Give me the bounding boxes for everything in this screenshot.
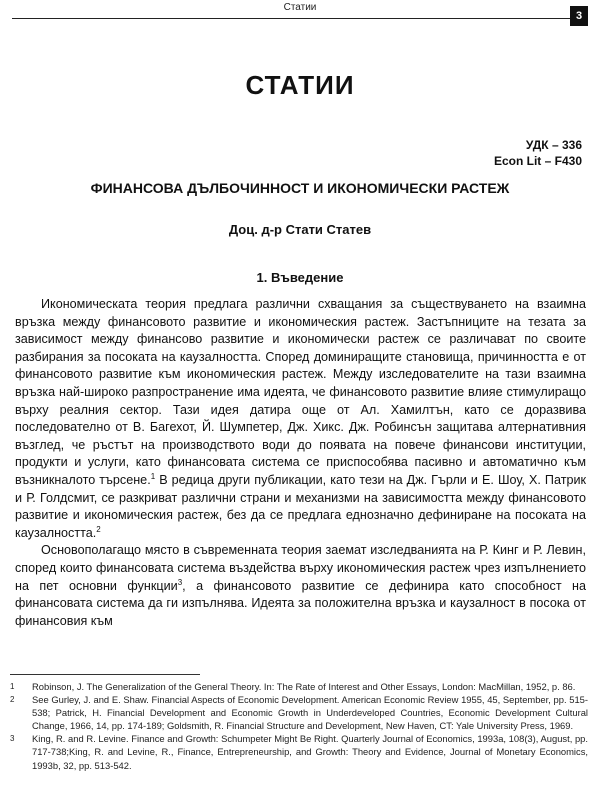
paragraph-text: Икономическата теория предлага различни схващания за съществуването на взаимна връзка между финансовото развитие и икономическия растеж. Застъпниците на тезата за зависимост между финансово развитие и икономически растеж се различават по своите разбирания за посоката на каузалността. Според доминиращите становища, причинността е от финансовото развитие към икономическия растеж. Между изследователите на тази взаимна връзка най-широко разпространение има идеята, че финансовото развитие влияе стимулиращо върху реалния сектор. Тази идея датира още от Ал. Хамилтън, като се доразвива последователно от В. Багехот, Й. Шумпетер, Дж. Хикс. Дж. Робинсън защитава алтернативния възглед, че ръстът на производството води до появата на повече финансови институции, продукти и услуги, като финансовата система се приспособява пасивно и автоматично към възникналото търсене.: [15, 297, 586, 487]
article-body: [15, 296, 586, 630]
footnotes: [10, 680, 588, 772]
page-number-badge: 3: [570, 6, 588, 26]
footnote-mark: 3: [10, 734, 15, 744]
footnote-ref[interactable]: 3: [177, 577, 183, 587]
running-title: Статии: [283, 2, 317, 13]
econlit-code: Econ Lit – F430: [493, 154, 582, 168]
paragraph-text: Основополагащо място в съвременната теория заемат изследванията на Р. Кинг и Р. Левин, според които финансовата система въздейства върху икономическия растеж чрез изпълнението на пет основни функции: [15, 543, 586, 593]
footnote: [10, 680, 588, 693]
section-title: СТАТИИ: [245, 70, 355, 100]
footnote-ref[interactable]: 1: [150, 471, 156, 481]
footnote-mark: 1: [10, 682, 15, 691]
footnote-ref[interactable]: 2: [96, 524, 101, 534]
footnote-text: Robinson, J. The Generalization of the General Theory. In: The Rate of Interest and Other Essays, London: MacMillan, 1952, p. 86.: [32, 681, 576, 692]
body-paragraph: [15, 296, 586, 542]
footnote: [10, 732, 588, 771]
paragraph-text: , а финансовото развитие се дефинира като способност на финансовата система да ги изпълнява. Идеята за положителна връзка и каузалност в посока от финансовия към: [15, 578, 586, 628]
udk-code: УДК – 336: [525, 138, 582, 152]
article-title: ФИНАНСОВА ДЪЛБОЧИННОСТ И ИКОНОМИЧЕСКИ РАСТЕЖ: [90, 180, 510, 196]
body-paragraph: [15, 542, 586, 630]
footnote: [10, 693, 588, 732]
classification-codes: [494, 137, 582, 169]
footnote-separator: [10, 674, 200, 675]
footnote-mark: 2: [10, 695, 15, 705]
author-name: Доц. д-р Стати Статев: [228, 222, 372, 237]
running-header: [12, 0, 588, 19]
paragraph-text: В редица други публикации, като тези на Дж. Гърли и Е. Шоу, Х. Патрик и Р. Голдсмит, се разкриват различни страни и механизми на зависимостта между финансовото развитие и икономическия растеж, без да се предлага еднозначно дефиниране на посоката на каузалността.: [15, 472, 587, 540]
footnote-text: See Gurley, J. and E. Shaw. Financial Aspects of Economic Development. American Economic Review 1955, 45, September, pp. 515-538; Patrick, H. Financial Development and Economic Growth in Underdeveloped Countries, Economic Development Cultural Change, 1966, 14, pp. 174-189; Goldsmith, R. Financial Structure and Development, New Haven, CT: Yale University Press, 1969.: [32, 694, 588, 732]
section-heading: 1. Въведение: [256, 270, 344, 285]
footnote-text: King, R. and R. Levine. Finance and Growth: Schumpeter Might Be Right. Quarterly Journal of Economics, 1993a, 108(3), August, pp. 717-738;King, R. and Levine, R., Finance, Entrepreneurship, and Growth: Theory and Evidence, Journal of Monetary Economics, 1993b, 32, pp. 513-542.: [32, 733, 588, 771]
